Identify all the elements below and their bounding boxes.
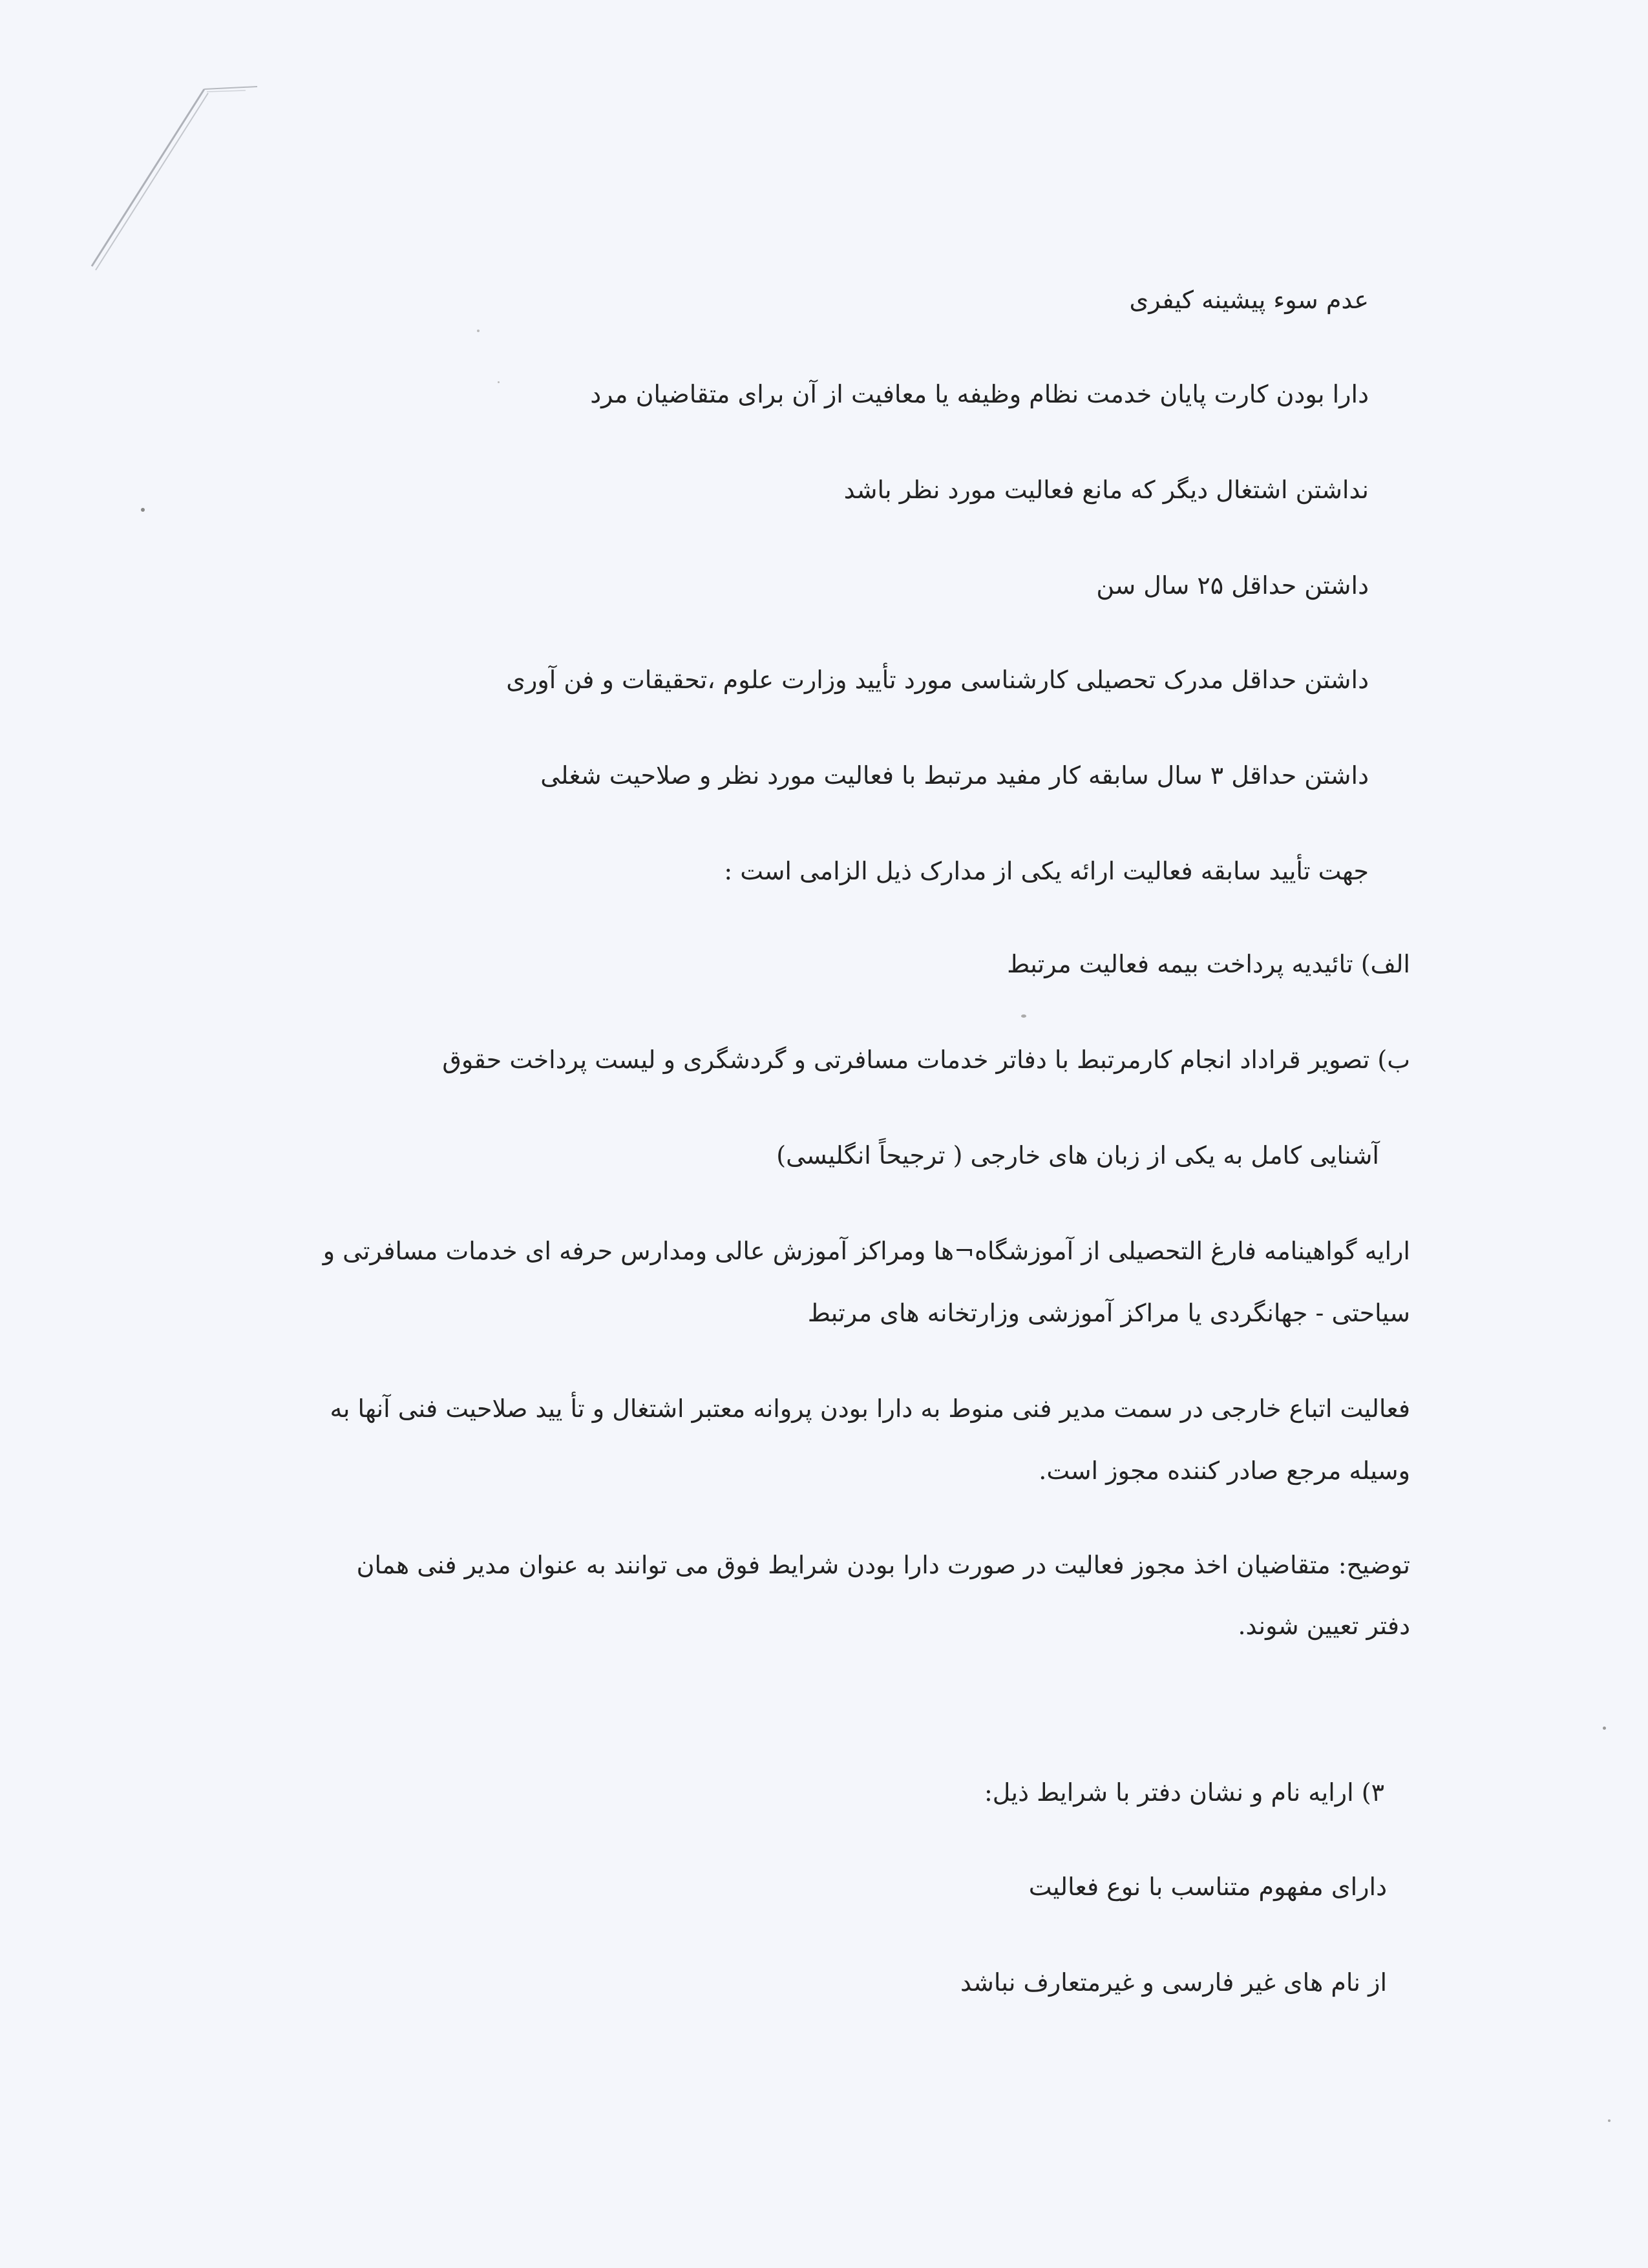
experience-proof-item-b: ب) تصویر قراداد انجام کارمرتبط با دفاتر خدمات مسافرتی و گردشگری و لیست پرداخت حقوق xyxy=(442,1045,1410,1074)
scan-speck xyxy=(477,330,480,332)
requirement-foreign-language: آشنایی کامل به یکی از زبان های خارجی ( ترجیحاً انگلیسی) xyxy=(776,1141,1379,1170)
scan-speck xyxy=(1021,1014,1026,1018)
requirement-bachelor-degree: داشتن حداقل مدرک تحصیلی کارشناسی مورد تأیید وزارت علوم ،تحقیقات و فن آوری xyxy=(506,666,1369,694)
office-name-condition-1: دارای مفهوم متناسب با نوع فعالیت xyxy=(1028,1873,1387,1901)
scan-speck xyxy=(1608,2119,1611,2122)
office-name-condition-2: از نام های غیر فارسی و غیرمتعارف نباشد xyxy=(960,1968,1387,1997)
office-name-section-heading: ۳) ارایه نام و نشان دفتر با شرایط ذیل: xyxy=(984,1778,1384,1807)
requirement-work-experience: داشتن حداقل ۳ سال سابقه کار مفید مرتبط با فعالیت مورد نظر و صلاحیت شغلی xyxy=(540,761,1369,790)
note-line-1: توضیح: متقاضیان اخذ مجوز فعالیت در صورت دارا بودن شرایط فوق می توانند به عنوان مدیر فنی همان xyxy=(356,1551,1410,1579)
scan-speck xyxy=(1603,1727,1606,1730)
requirement-no-criminal-record: عدم سوء پیشینه کیفری xyxy=(1129,286,1369,314)
requirement-no-other-employment: نداشتن اشتغال دیگر که مانع فعالیت مورد نظر باشد xyxy=(843,476,1369,504)
foreign-nationals-line-2: وسیله مرجع صادر کننده مجوز است. xyxy=(1039,1456,1410,1485)
note-line-2: دفتر تعیین شوند. xyxy=(1238,1612,1410,1640)
requirement-certificate-line-2: سیاحتی - جهانگردی یا مراکز آموزشی وزارتخانه های مرتبط xyxy=(807,1299,1410,1327)
experience-proof-intro: جهت تأیید سابقه فعالیت ارائه یکی از مدارک ذیل الزامی است : xyxy=(724,857,1369,885)
requirement-certificate-line-1: ارایه گواهینامه فارغ التحصیلی از آموزشگاه‌¬ها ومراکز آموزش عالی ومدارس حرفه ای خدمات مسافرتی و xyxy=(322,1237,1410,1265)
scan-speck xyxy=(141,508,145,512)
requirement-minimum-age: داشتن حداقل ۲۵ سال سن xyxy=(1096,571,1369,600)
foreign-nationals-line-1: فعالیت اتباع خارجی در سمت مدیر فنی منوط به دارا بودن پروانه معتبر اشتغال و تأ یید صلاحیت فنی آنها به xyxy=(330,1394,1410,1423)
requirement-military-service-card: دارا بودن کارت پایان خدمت نظام وظیفه یا معافیت از آن برای متقاضیان مرد xyxy=(590,380,1369,408)
scan-speck xyxy=(498,381,500,383)
experience-proof-item-a: الف) تائیدیه پرداخت بیمه فعالیت مرتبط xyxy=(1007,950,1410,978)
pencil-stroke-mark xyxy=(90,83,259,277)
